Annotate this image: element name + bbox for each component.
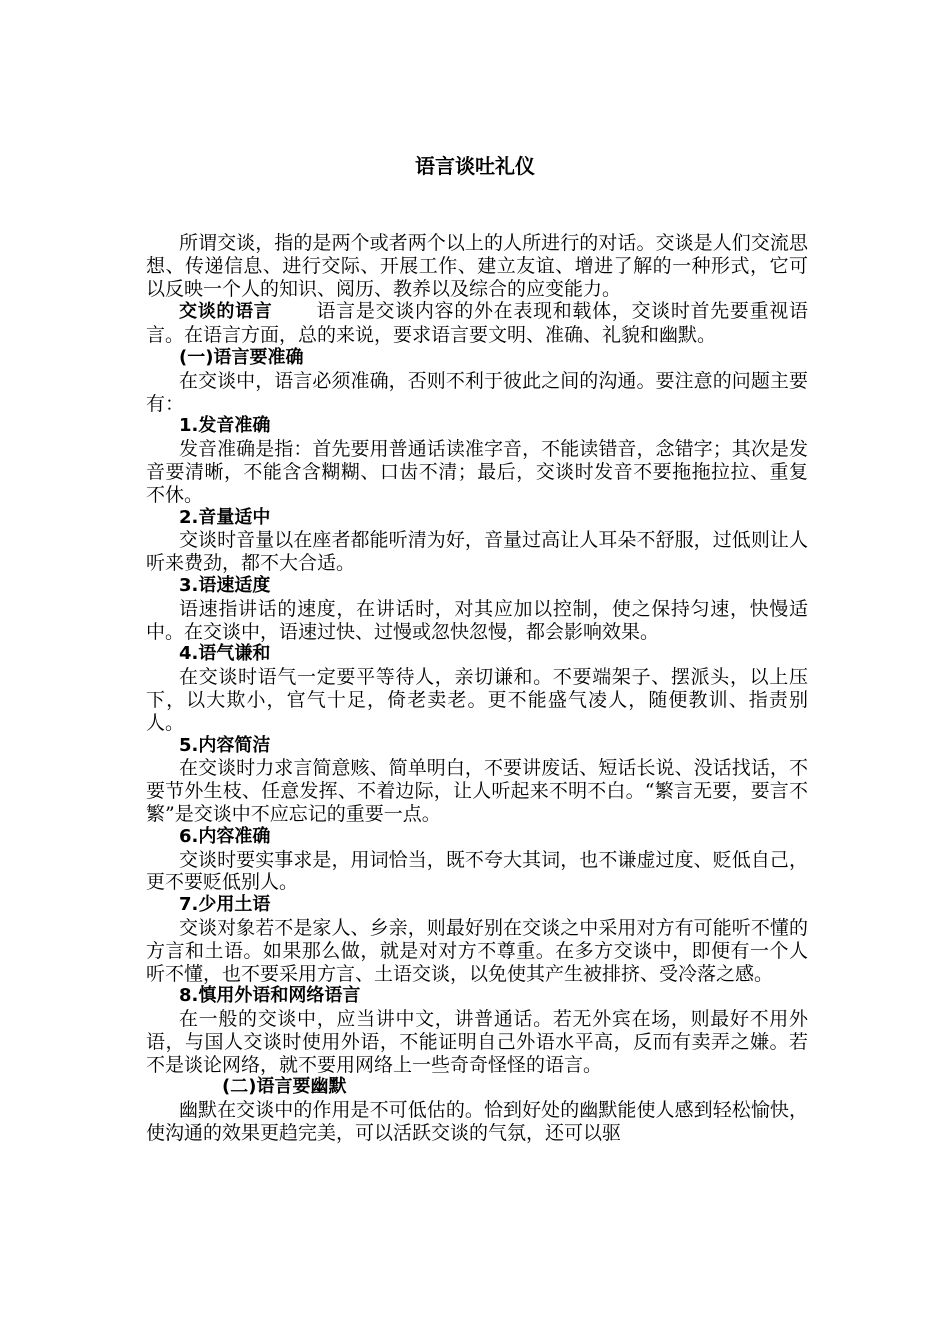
document-body: [146, 232, 808, 1145]
item-text-5: 在交谈时力求言简意赅、简单明白，不要讲废话、短话长说、没话找话，不要节外生枝、任意发挥、不着边际，让人听起来不明不白。“繁言无要，要言不繁”是交谈中不应忘记的重要一点。: [146, 757, 808, 825]
item-heading-2: 2.音量适中: [179, 506, 271, 528]
item-heading-3: 3.语速适度: [179, 574, 271, 596]
item-text-2: 交谈时音量以在座者都能听清为好，音量过高让人耳朵不舒服，过低则让人听来费劲，都不大合适。: [146, 529, 808, 575]
item-text-7: 交谈对象若不是家人、乡亲，则最好别在交谈之中采用对方有可能听不懂的方言和土语。如果那么做，就是对对方不尊重。在多方交谈中，即便有一个人听不懂，也不要采用方言、土语交谈，以免使其产生被排挤、受冷落之感。: [146, 916, 808, 985]
item-text-8: 在一般的交谈中，应当讲中文，讲普通话。若无外宾在场，则最好不用外语，与国人交谈时使用外语，不能证明自己外语水平高，反而有卖弄之嫌。若不是谈论网络，就不要用网络上一些奇奇怪怪的语言。: [146, 1008, 808, 1076]
language-text: 语言是交谈内容的外在表现和载体，交谈时首先要重视语言。在语言方面，总的来说，要求语言要文明、准确、礼貌和幽默。: [146, 300, 808, 347]
language-paragraph: [146, 300, 808, 347]
item-heading-8: 8.慎用外语和网络语言: [179, 985, 361, 1007]
item-text-4: 在交谈时语气一定要平等待人，亲切谦和。不要端架子、摆派头，以上压下，以大欺小，官气十足，倚老卖老。更不能盛气凌人，随便教训、指责别人。: [146, 666, 808, 734]
item-heading-5: 5.内容简洁: [179, 734, 271, 756]
section1-heading: (一)语言要准确: [179, 346, 304, 368]
language-heading: 交谈的语言: [179, 301, 273, 323]
document-title: 语言谈吐礼仪: [415, 154, 535, 178]
section1-text: 在交谈中，语言必须准确，否则不利于彼此之间的沟通。要注意的问题主要有：: [146, 369, 808, 415]
section2-text: 幽默在交谈中的作用是不可低估的。恰到好处的幽默能使人感到轻松愉快，使沟通的效果更趋完美，可以活跃交谈的气氛，还可以驱: [146, 1099, 808, 1145]
item-heading-7: 7.少用土语: [179, 894, 271, 916]
section2-heading: (二)语言要幽默: [222, 1076, 347, 1098]
item-text-1: 发音准确是指：首先要用普通话读准字音，不能读错音，念错字；其次是发音要清晰，不能含含糊糊、口齿不清；最后，交谈时发音不要拖拖拉拉、重复不休。: [146, 438, 808, 506]
item-text-6: 交谈时要实事求是，用词恰当，既不夸大其词，也不谦虚过度、贬低自己，更不要贬低别人。: [146, 848, 808, 894]
intro-paragraph: 所谓交谈，指的是两个或者两个以上的人所进行的对话。交谈是人们交流思想、传递信息、进行交际、开展工作、建立友谊、增进了解的一种形式，它可以反映一个人的知识、阅历、教养以及综合的应变能力。: [146, 232, 808, 300]
item-heading-4: 4.语气谦和: [179, 643, 271, 665]
item-text-3: 语速指讲话的速度，在讲话时，对其应加以控制，使之保持匀速，快慢适中。在交谈中，语速过快、过慢或忽快忽慢，都会影响效果。: [146, 597, 808, 643]
item-heading-6: 6.内容准确: [179, 825, 271, 847]
item-heading-1: 1.发音准确: [179, 415, 271, 437]
